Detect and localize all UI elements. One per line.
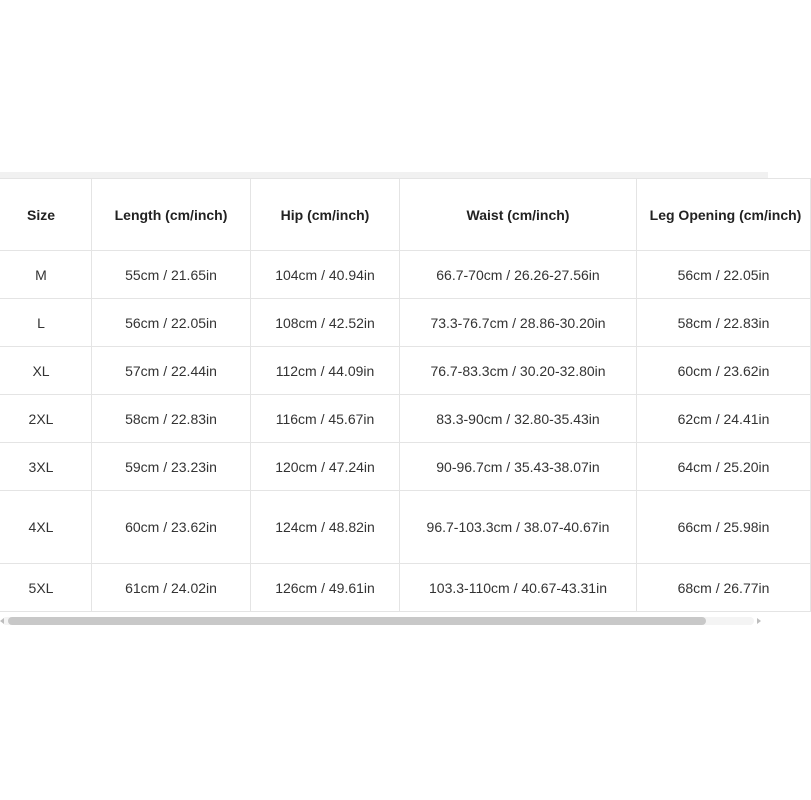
- cell-length: 56cm / 22.05in: [92, 299, 251, 347]
- cell-length: 55cm / 21.65in: [92, 251, 251, 299]
- horizontal-scrollbar[interactable]: [0, 614, 768, 628]
- cell-leg-opening: 58cm / 22.83in: [637, 299, 811, 347]
- cell-hip: 112cm / 44.09in: [251, 347, 400, 395]
- cell-length: 58cm / 22.83in: [92, 395, 251, 443]
- header-hip: Hip (cm/inch): [251, 179, 400, 251]
- header-length: Length (cm/inch): [92, 179, 251, 251]
- cell-leg-opening: 60cm / 23.62in: [637, 347, 811, 395]
- size-chart-scroll-container[interactable]: [0, 172, 802, 614]
- cell-waist: 76.7-83.3cm / 30.20-32.80in: [400, 347, 637, 395]
- cell-waist: 90-96.7cm / 35.43-38.07in: [400, 443, 637, 491]
- table-header-row: [0, 179, 811, 251]
- cell-waist: 83.3-90cm / 32.80-35.43in: [400, 395, 637, 443]
- cell-leg-opening: 66cm / 25.98in: [637, 491, 811, 564]
- cell-leg-opening: 64cm / 25.20in: [637, 443, 811, 491]
- cell-length: 57cm / 22.44in: [92, 347, 251, 395]
- header-leg-opening: Leg Opening (cm/inch): [637, 179, 811, 251]
- table-row: [0, 491, 811, 564]
- cell-length: 61cm / 24.02in: [92, 564, 251, 612]
- cell-length: 60cm / 23.62in: [92, 491, 251, 564]
- table-row: [0, 347, 811, 395]
- scrollbar-thumb[interactable]: [8, 617, 706, 625]
- cell-size: M: [0, 251, 92, 299]
- cell-hip: 124cm / 48.82in: [251, 491, 400, 564]
- cell-length: 59cm / 23.23in: [92, 443, 251, 491]
- cell-size: 2XL: [0, 395, 92, 443]
- cell-hip: 120cm / 47.24in: [251, 443, 400, 491]
- cell-size: 3XL: [0, 443, 92, 491]
- cell-size: 5XL: [0, 564, 92, 612]
- cell-waist: 73.3-76.7cm / 28.86-30.20in: [400, 299, 637, 347]
- scroll-right-arrow-icon[interactable]: [757, 618, 761, 624]
- cell-hip: 126cm / 49.61in: [251, 564, 400, 612]
- cell-waist: 66.7-70cm / 26.26-27.56in: [400, 251, 637, 299]
- cell-leg-opening: 62cm / 24.41in: [637, 395, 811, 443]
- cell-size: XL: [0, 347, 92, 395]
- scroll-left-arrow-icon[interactable]: [0, 618, 4, 624]
- cell-hip: 104cm / 40.94in: [251, 251, 400, 299]
- cell-size: 4XL: [0, 491, 92, 564]
- cell-waist: 96.7-103.3cm / 38.07-40.67in: [400, 491, 637, 564]
- table-row: [0, 251, 811, 299]
- table-row: [0, 564, 811, 612]
- cell-leg-opening: 56cm / 22.05in: [637, 251, 811, 299]
- header-waist: Waist (cm/inch): [400, 179, 637, 251]
- table-row: [0, 299, 811, 347]
- cell-leg-opening: 68cm / 26.77in: [637, 564, 811, 612]
- size-chart-table: [0, 178, 811, 612]
- cell-hip: 108cm / 42.52in: [251, 299, 400, 347]
- table-row: [0, 443, 811, 491]
- cell-waist: 103.3-110cm / 40.67-43.31in: [400, 564, 637, 612]
- cell-size: L: [0, 299, 92, 347]
- header-size: Size: [0, 179, 92, 251]
- table-row: [0, 395, 811, 443]
- cell-hip: 116cm / 45.67in: [251, 395, 400, 443]
